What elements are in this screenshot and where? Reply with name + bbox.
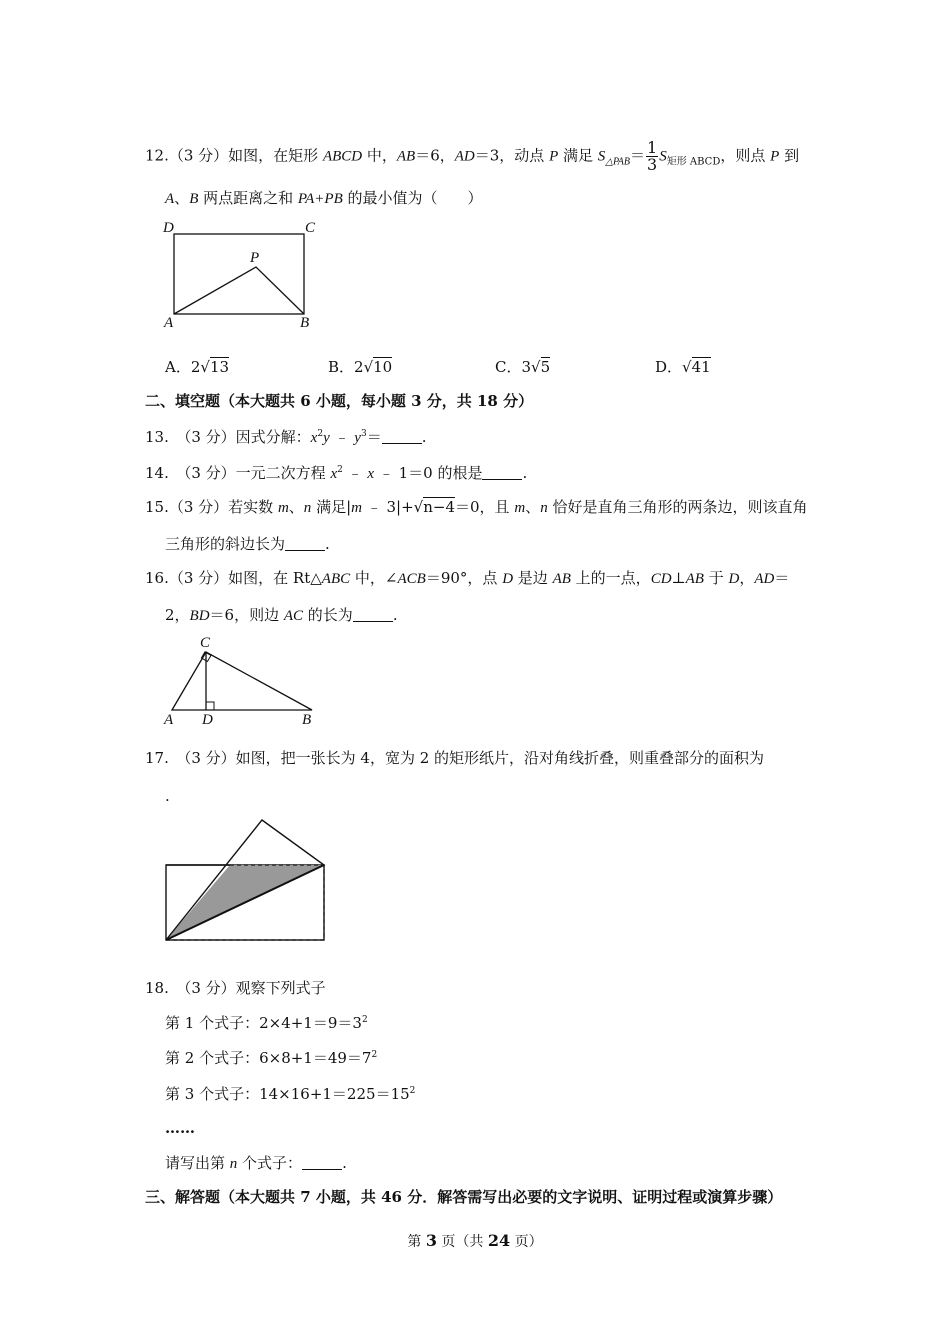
- q18-row-1: 第 1 个式子：$2\times 4+1=9=3^2$: [165, 1014, 368, 1032]
- q14: 14. （3 分）一元二次方程 $x^2$ ﹣ x ﹣ 1＝0 的根是 .: [145, 464, 528, 482]
- sqrt: √n−4: [413, 498, 456, 516]
- page-total: 24: [487, 1231, 511, 1250]
- fraction: $\frac{1}{3}$: [647, 138, 658, 174]
- q15-line1: 15.（3 分）若实数 m、n 满足|m ﹣ 3|+√n−4＝0，且 m、n 恰好是直角三角形的两条边，则该直角: [145, 498, 808, 516]
- answer-blank[interactable]: [353, 607, 393, 622]
- q15-line2: 三角形的斜边长为 .: [165, 535, 330, 553]
- label-b: B: [300, 315, 310, 331]
- q12-option-a: A．2√13: [165, 358, 230, 376]
- q12-line2: A、B 两点距离之和 PA+PB 的最小值为（ ）: [165, 189, 483, 207]
- sqrt: √10: [363, 358, 393, 376]
- sqrt: √13: [200, 358, 230, 376]
- q12-option-b: B．2√10: [328, 358, 393, 376]
- label-d: D: [163, 220, 174, 236]
- q12-option-c: C．3√5: [495, 358, 551, 376]
- page-footer: 第 3 页（共 24 页）: [407, 1231, 543, 1250]
- q18-ask: 请写出第 n 个式子： .: [165, 1154, 347, 1172]
- q12-line1: 12.（3 分）如图，在矩形 ABCD 中，AB＝6，AD＝3，动点 P 满足 $S_{\triangle PAB}=$ $\frac{1}{3}$ $S_{矩形 ABCD}$，则点 P 到: [145, 138, 800, 174]
- answer-blank[interactable]: [285, 536, 325, 551]
- q17-line2: .: [165, 787, 170, 805]
- label-c: C: [200, 635, 211, 651]
- section-3-heading: 三、解答题（本大题共 7 小题，共 46 分．解答需写出必要的文字说明、证明过程或演算步骤）: [145, 1188, 783, 1206]
- answer-blank[interactable]: [382, 429, 422, 444]
- q18-ellipsis: ……: [165, 1119, 195, 1137]
- label-a: A: [164, 712, 174, 728]
- label-c: C: [305, 220, 316, 236]
- label-p: P: [250, 250, 260, 266]
- answer-blank[interactable]: [302, 1155, 342, 1170]
- q13: 13. （3 分）因式分解：$x^2y$ ﹣ $y^3=$ .: [145, 428, 427, 446]
- label-a: A: [164, 315, 174, 331]
- page-number: 3: [425, 1231, 437, 1250]
- q18-row-3: 第 3 个式子：$14\times 16+1=225=15^2$: [165, 1085, 416, 1103]
- label-d: D: [202, 712, 213, 728]
- q17-figure: [160, 815, 335, 945]
- sqrt: √5: [531, 358, 551, 376]
- label-b: B: [302, 712, 312, 728]
- q12-option-d: D．√41: [655, 358, 711, 376]
- sqrt: √41: [682, 358, 711, 376]
- answer-blank[interactable]: [482, 465, 522, 480]
- q16-figure: [160, 632, 320, 732]
- q16-line1: 16.（3 分）如图，在 Rt△ABC 中，∠ACB＝90°，点 D 是边 AB 上的一点，CD⊥AB 于 D，AD＝: [145, 569, 790, 587]
- q17-line1: 17. （3 分）如图，把一张长为 4，宽为 2 的矩形纸片，沿对角线折叠，则重叠部分的面积为: [145, 749, 765, 767]
- section-2-heading: 二、填空题（本大题共 6 小题，每小题 3 分，共 18 分）: [145, 392, 534, 410]
- q18-row-2: 第 2 个式子：$6\times 8+1=49=7^2$: [165, 1049, 378, 1067]
- q16-line2: 2，BD＝6，则边 AC 的长为 .: [165, 606, 398, 624]
- q18-title: 18. （3 分）观察下列式子: [145, 979, 326, 997]
- q12-figure: [160, 215, 330, 335]
